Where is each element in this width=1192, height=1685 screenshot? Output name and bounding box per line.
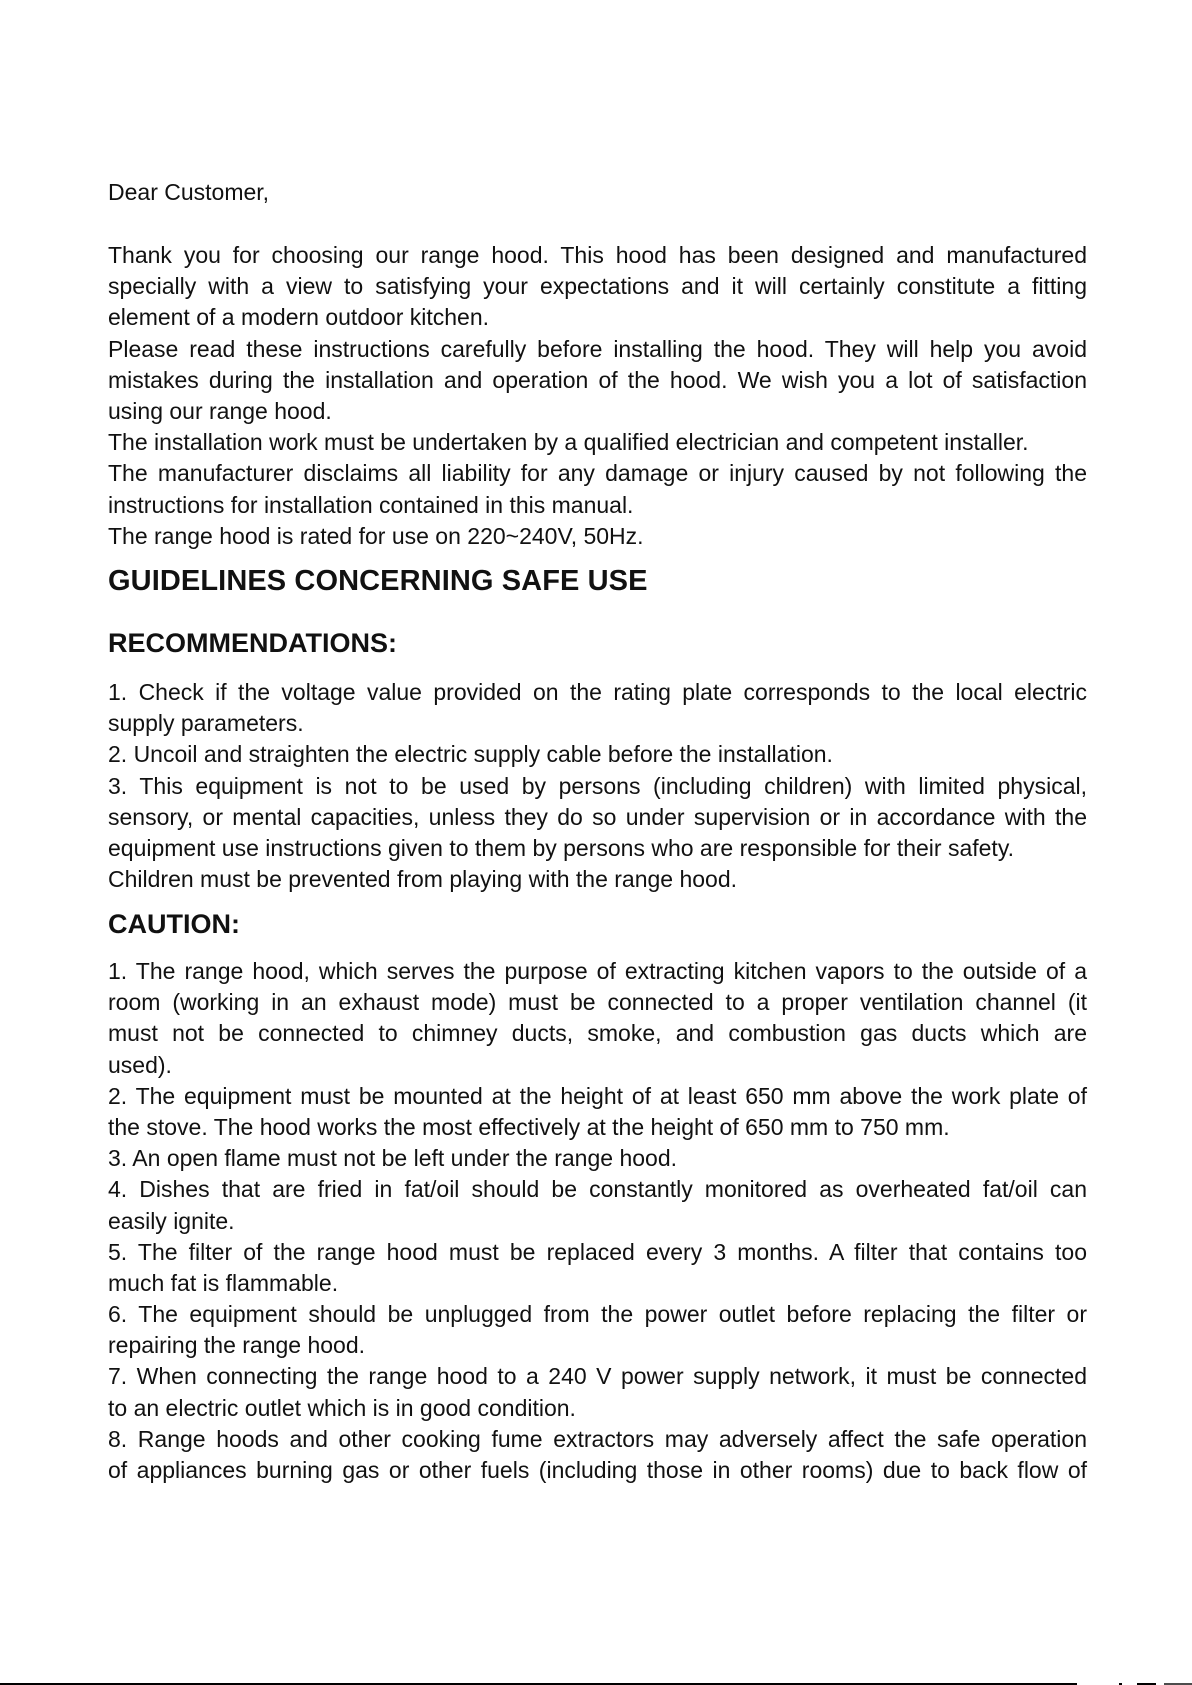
- text-line: 1. The range hood, which serves the purpose of extracting kitchen vapors to the outside of a: [108, 958, 1087, 984]
- text-line: easily ignite.: [108, 1207, 235, 1234]
- section-title: GUIDELINES CONCERNING SAFE USE: [108, 565, 648, 597]
- text-line: element of a modern outdoor kitchen.: [108, 304, 490, 331]
- recommendations-list: [108, 677, 1087, 895]
- text-line: equipment use instructions given to them by persons who are responsible for their safety.: [108, 834, 1014, 861]
- text-line: room (working in an exhaust mode) must be connected to a proper ventilation channel (it: [108, 989, 1087, 1016]
- text-line: of appliances burning gas or other fuels (including those in other rooms) due to back flow of: [108, 1457, 1087, 1483]
- text-line: must not be connected to chimney ducts, smoke, and combustion gas ducts which are: [108, 1020, 1087, 1047]
- text-line: 4. Dishes that are fried in fat/oil should be constantly monitored as overheated fat/oil can: [108, 1176, 1087, 1203]
- text-line: the stove. The hood works the most effectively at the height of 650 mm to 750 mm.: [108, 1113, 950, 1140]
- text-line: instructions for installation contained in this manual.: [108, 491, 634, 518]
- text-line: repairing the range hood.: [108, 1332, 366, 1359]
- text-line: used).: [108, 1051, 172, 1078]
- text-line: to an electric outlet which is in good condition.: [108, 1394, 576, 1421]
- text-line: Children must be prevented from playing with the range hood.: [108, 866, 738, 893]
- text-line: much fat is flammable.: [108, 1269, 339, 1296]
- text-line: 3. This equipment is not to be used by persons (including children) with limited physical,: [108, 772, 1087, 799]
- text-line: 8. Range hoods and other cooking fume extractors may adversely affect the safe operation: [108, 1425, 1087, 1452]
- text-line: The manufacturer disclaims all liability for any damage or injury caused by not following the: [108, 460, 1087, 487]
- recommendations-heading: RECOMMENDATIONS:: [108, 628, 397, 658]
- text-line: mistakes during the installation and operation of the hood. We wish you a lot of satisfaction: [108, 366, 1087, 393]
- text-line: Thank you for choosing our range hood. This hood has been designed and manufactured: [108, 242, 1087, 268]
- text-line: The installation work must be undertaken by a qualified electrician and competent installer.: [108, 429, 1029, 456]
- salutation: Dear Customer,: [108, 179, 270, 205]
- text-line: 7. When connecting the range hood to a 240 V power supply network, it must be connected: [108, 1363, 1087, 1390]
- text-line: sensory, or mental capacities, unless they do so under supervision or in accordance with the: [108, 803, 1087, 830]
- text-line: 3. An open flame must not be left under the range hood.: [108, 1145, 678, 1172]
- text-line: 5. The filter of the range hood must be replaced every 3 months. A filter that contains too: [108, 1238, 1087, 1265]
- text-line: The range hood is rated for use on 220~240V, 50Hz.: [108, 522, 644, 549]
- text-line: Please read these instructions carefully before installing the hood. They will help you avoid: [108, 335, 1087, 362]
- intro-paragraph: [108, 240, 1087, 552]
- text-line: specially with a view to satisfying your expectations and it will certainly constitute a fitting: [108, 273, 1087, 300]
- text-line: 6. The equipment should be unplugged from the power outlet before replacing the filter or: [108, 1301, 1087, 1328]
- text-line: 1. Check if the voltage value provided on the rating plate corresponds to the local electric: [108, 679, 1087, 705]
- caution-heading: CAUTION:: [108, 909, 240, 939]
- caution-list: [108, 956, 1087, 1486]
- text-line: 2. The equipment must be mounted at the height of at least 650 mm above the work plate of: [108, 1082, 1087, 1109]
- text-line: using our range hood.: [108, 397, 332, 424]
- text-line: supply parameters.: [108, 710, 304, 737]
- text-line: 2. Uncoil and straighten the electric supply cable before the installation.: [108, 741, 833, 768]
